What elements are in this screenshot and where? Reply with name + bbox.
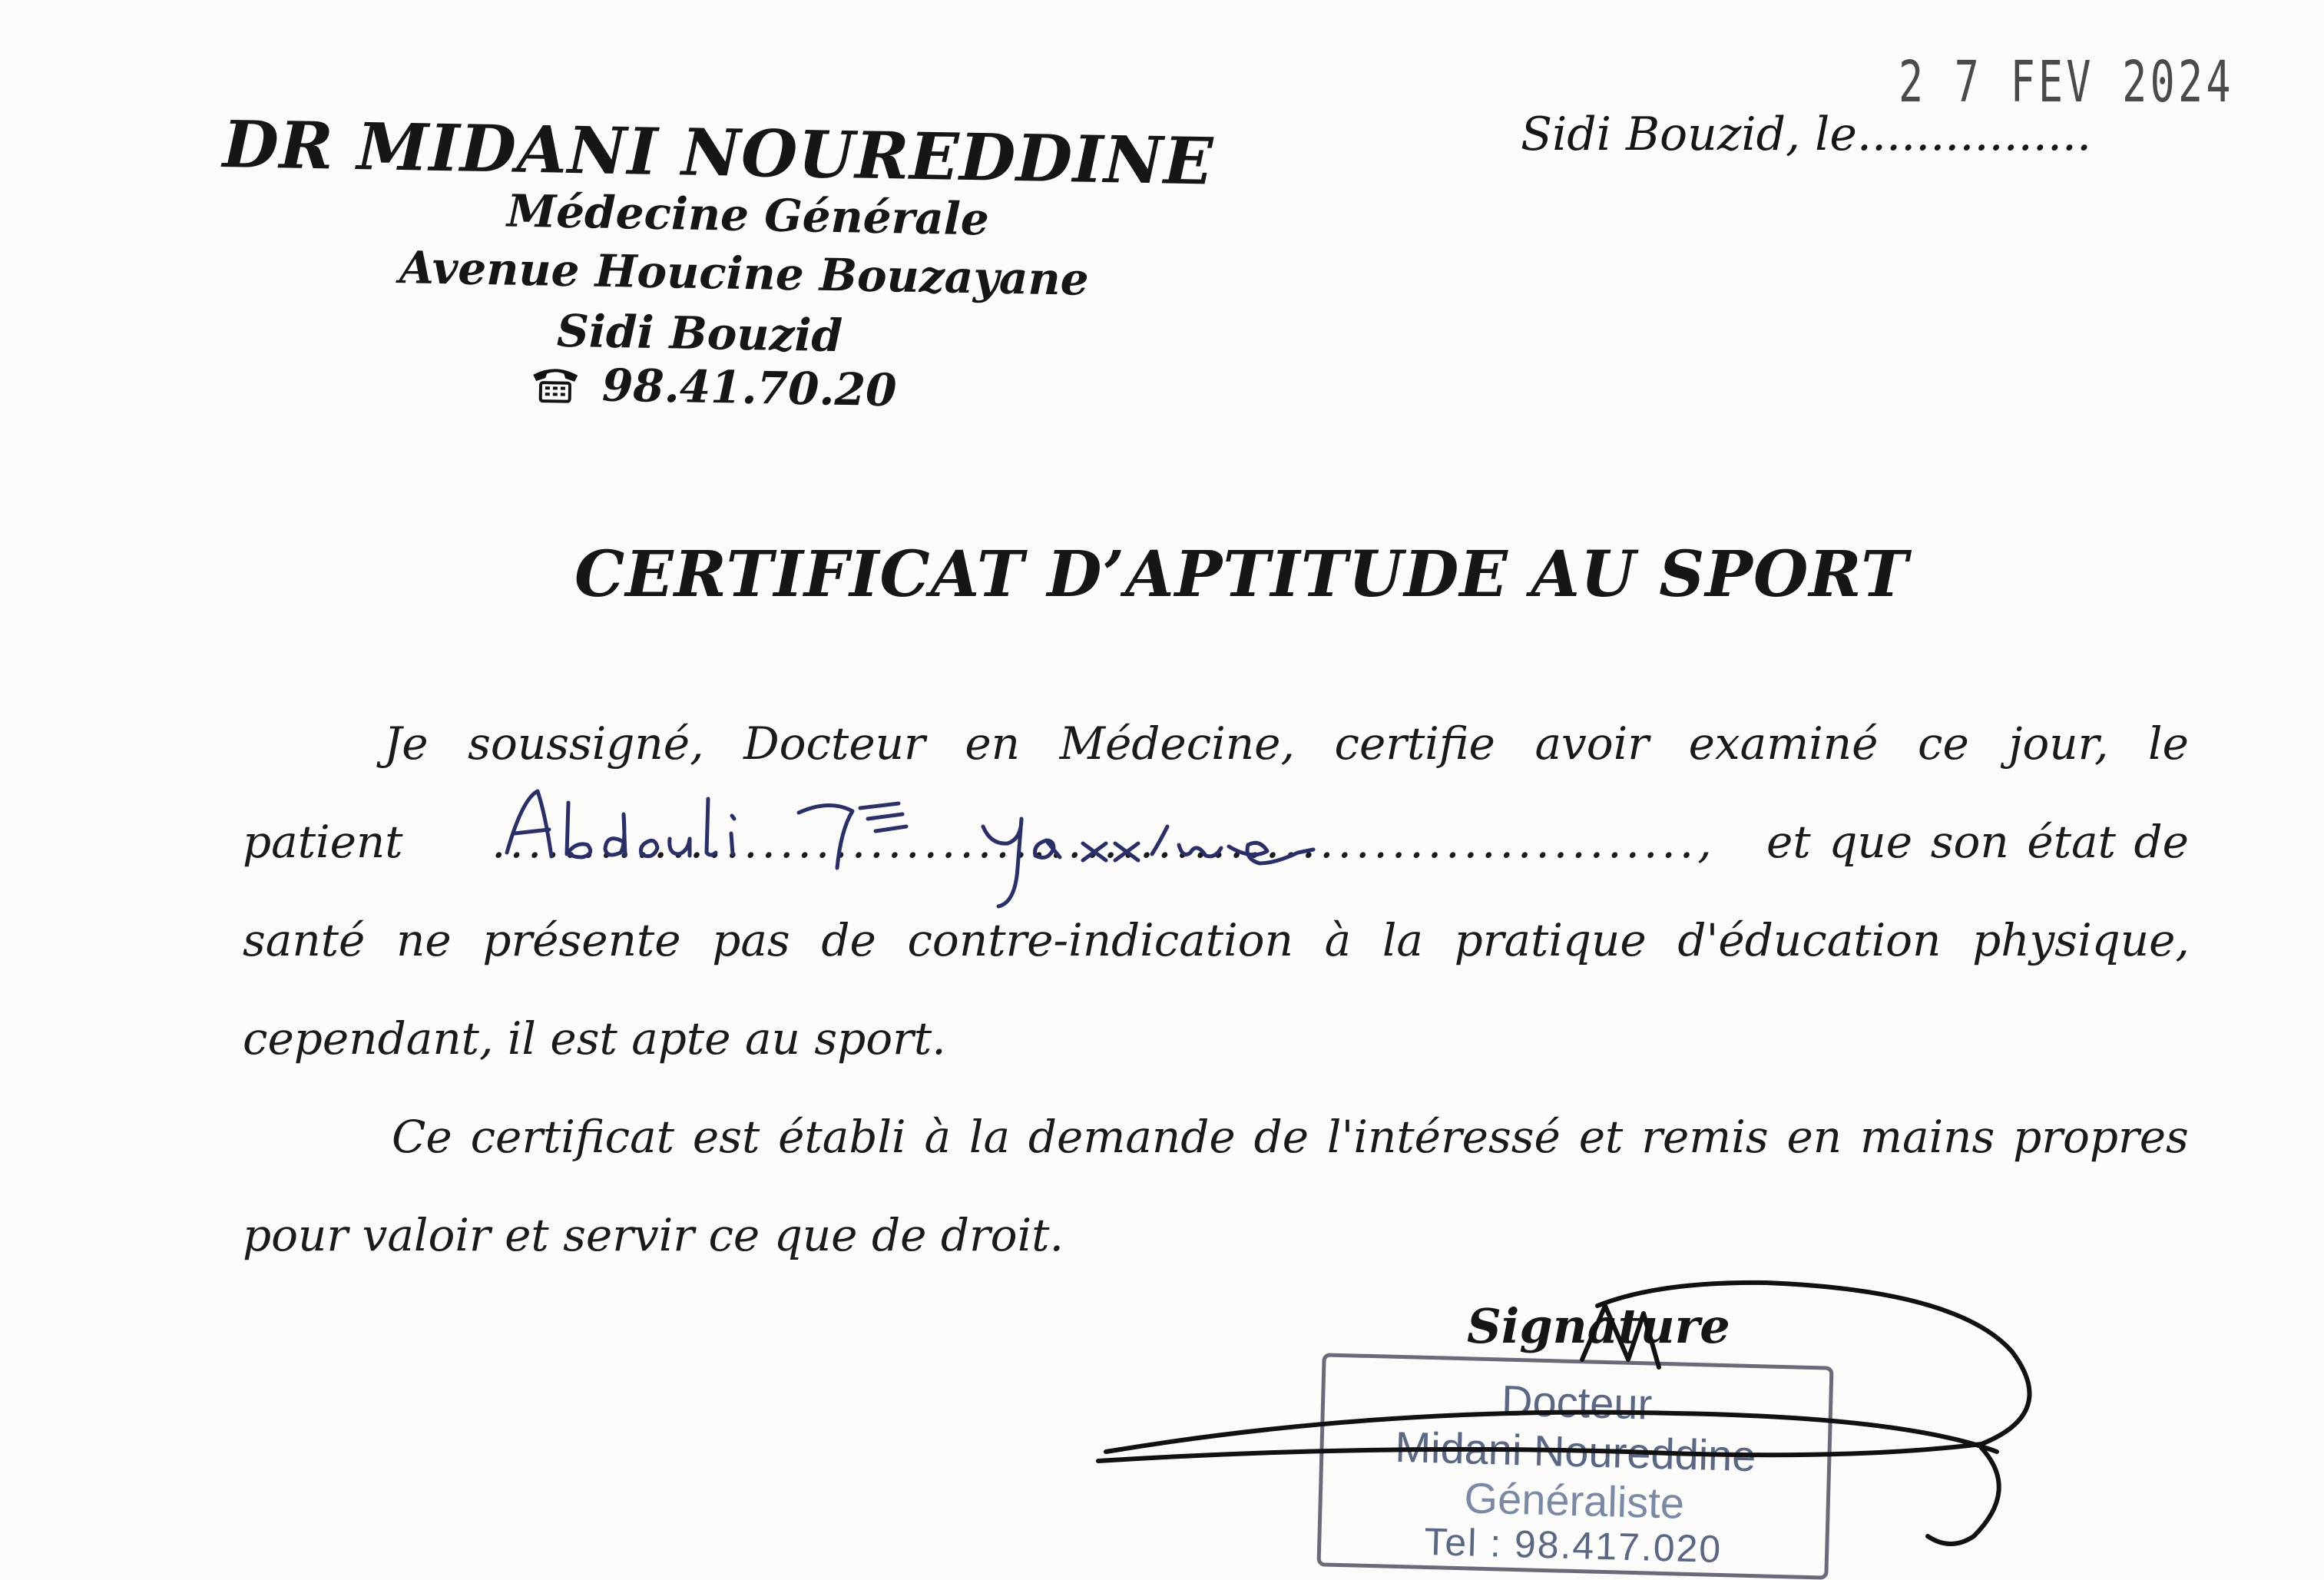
- word: certificat: [470, 1111, 675, 1163]
- word: de: [1253, 1111, 1309, 1163]
- word: en: [1786, 1111, 1842, 1163]
- certificate-title: CERTIFICAT D’APTITUDE AU SPORT: [574, 538, 1909, 611]
- word: que: [1829, 816, 1913, 868]
- word: pas: [712, 914, 790, 966]
- stamp-line-2: Midani Noureddine: [1394, 1422, 1757, 1481]
- word: à: [1324, 914, 1352, 966]
- word: jour,: [2008, 717, 2109, 770]
- word: et: [1766, 816, 1811, 868]
- handwritten-signature: [1075, 1260, 2074, 1552]
- word: ce: [1918, 717, 1969, 770]
- word: Médecine,: [1059, 717, 1295, 770]
- word: la: [1382, 914, 1423, 966]
- word: la: [968, 1111, 1011, 1163]
- word: mains: [1860, 1111, 1995, 1163]
- date-dots: ................: [1856, 108, 2092, 161]
- stamp-line-1: Docteur: [1501, 1376, 1654, 1429]
- word: de: [821, 914, 876, 966]
- word: remis: [1641, 1111, 1769, 1163]
- stamp-line-3: Généraliste: [1463, 1473, 1685, 1528]
- patient-name-dots: ...................................................................,: [492, 816, 1716, 868]
- word: demande: [1028, 1111, 1236, 1163]
- patient-label: patient: [243, 816, 403, 868]
- word: présente: [482, 914, 681, 966]
- doctor-address: Avenue Houcine Bouzayane: [399, 241, 1090, 306]
- word: à: [924, 1111, 952, 1163]
- telephone-icon: [530, 364, 581, 405]
- word: avoir: [1534, 717, 1649, 770]
- word: de: [2134, 816, 2189, 868]
- word: en: [965, 717, 1020, 770]
- date-stamp: 2 7 FEV 2024: [1899, 49, 2234, 115]
- word: et: [1578, 1111, 1624, 1163]
- word: Ce: [392, 1111, 452, 1163]
- word: d'éducation: [1677, 914, 1942, 966]
- body-line-3: [243, 914, 2190, 966]
- doctor-phone-row: [529, 358, 897, 416]
- body-line-4: cependant, il est apte au sport.: [243, 1012, 946, 1065]
- body-line-2-tail: [1766, 816, 2189, 868]
- word: Je: [384, 717, 429, 770]
- stamp-line-4: Tel : 98.417.020: [1423, 1519, 1723, 1572]
- word: santé: [243, 914, 366, 966]
- word: état: [2027, 816, 2116, 868]
- word: physique,: [1972, 914, 2190, 966]
- word: ne: [396, 914, 452, 966]
- word: l'intéressé: [1326, 1111, 1561, 1163]
- signature-label: Signature: [1467, 1298, 1730, 1354]
- word: le: [2148, 717, 2189, 770]
- body-line-6: pour valoir et servir ce que de droit.: [243, 1209, 1064, 1261]
- word: certifie: [1334, 717, 1495, 770]
- doctor-name: DR MIDANI NOUREDDINE: [222, 106, 1215, 200]
- word: soussigné,: [468, 717, 704, 770]
- patient-name-handwriting: [492, 768, 1521, 914]
- word: établi: [778, 1111, 906, 1163]
- date-place-label: Sidi Bouzid, le: [1521, 108, 1857, 161]
- doctor-specialty: Médecine Générale: [506, 184, 990, 246]
- word: Docteur: [743, 717, 925, 770]
- word: examiné: [1688, 717, 1879, 770]
- word: est: [692, 1111, 760, 1163]
- word: pratique: [1454, 914, 1647, 966]
- word: propres: [2013, 1111, 2189, 1163]
- doctor-header: [222, 106, 1215, 417]
- doctor-phone: 98.41.70.20: [601, 359, 897, 417]
- doctor-city: Sidi Bouzid: [556, 304, 843, 363]
- date-line: [1521, 108, 2091, 161]
- word: son: [1930, 816, 2009, 868]
- body-line-5: [392, 1111, 2189, 1163]
- body-line-1: [384, 717, 2189, 770]
- word: contre-indication: [907, 914, 1293, 966]
